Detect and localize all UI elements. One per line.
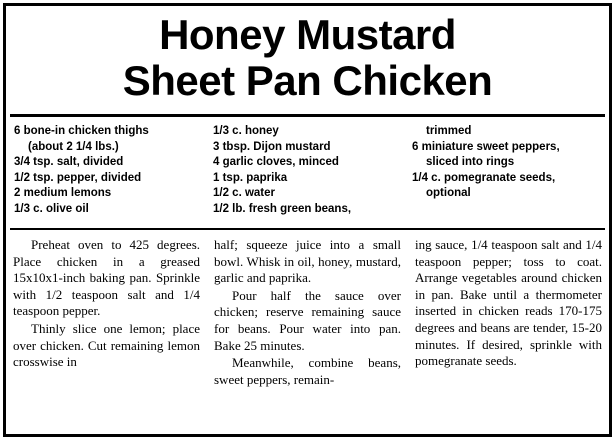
- ingredient-item: 3 tbsp. Dijon mustard: [213, 140, 331, 153]
- ingredient-item: 1/2 lb. fresh green beans,: [213, 202, 352, 215]
- directions-paragraph: half; squeeze juice into a small bowl. Whisk in oil, honey, mustard, garlic and paprika.: [214, 237, 401, 286]
- ingredient-item: 1/3 c. olive oil: [14, 202, 89, 215]
- ingredient-item: 4 garlic cloves, minced: [213, 156, 339, 168]
- directions-column-2: [214, 237, 401, 432]
- directions-paragraph: Meanwhile, combine beans, sweet peppers, remain-: [214, 355, 401, 387]
- ingredient-item: (about 2 1/4 lbs.): [28, 140, 119, 153]
- directions-section: [10, 230, 605, 432]
- title-line-1: Honey Mustard: [159, 11, 456, 58]
- ingredient-item: 1/2 c. water: [213, 187, 276, 199]
- directions-paragraph: Thinly slice one lemon; place over chicken. Cut remaining lemon crosswise in: [13, 320, 200, 370]
- ingredient-item: 1/4 c. pomegranate seeds,: [412, 171, 556, 184]
- recipe-title: [10, 10, 605, 108]
- directions-column-1: [13, 237, 200, 432]
- ingredient-item: sliced into rings: [426, 156, 515, 168]
- directions-paragraph: Pour half the sauce over chicken; reserve remaining sauce for beans. Pour water into pan. Bake 25 minutes.: [214, 287, 401, 353]
- ingredient-item: trimmed: [426, 125, 472, 137]
- ingredients-column-3: [412, 124, 601, 217]
- title-line-2: Sheet Pan Chicken: [122, 57, 493, 104]
- ingredients-section: [10, 117, 605, 223]
- ingredient-item: 1 tsp. paprika: [213, 171, 288, 184]
- directions-column-3: [415, 237, 602, 432]
- directions-paragraph: ing sauce, 1/4 teaspoon salt and 1/4 teaspoon pepper; toss to coat. Arrange vegetables around chicken in pan. Bake until a thermometer inserted in chicken reads 170-175 degrees and beans are tender, 15-20 minutes. If desired, sprinkle with pomegranate seeds.: [415, 237, 602, 369]
- ingredient-item: 6 bone-in chicken thighs: [14, 125, 149, 137]
- ingredient-item: 2 medium lemons: [14, 187, 112, 199]
- ingredient-item: 1/3 c. honey: [213, 125, 279, 137]
- ingredient-item: optional: [426, 187, 471, 199]
- ingredients-column-2: [213, 124, 402, 217]
- directions-paragraph: Preheat oven to 425 degrees. Place chicken in a greased 15x10x1-inch baking pan. Sprinkle with 1/2 teaspoon salt and 1/4 teaspoon pepper.: [13, 237, 200, 319]
- ingredient-item: 6 miniature sweet peppers,: [412, 140, 560, 153]
- ingredient-item: 1/2 tsp. pepper, divided: [14, 171, 142, 184]
- ingredient-item: 3/4 tsp. salt, divided: [14, 156, 124, 168]
- ingredients-column-1: [14, 124, 203, 217]
